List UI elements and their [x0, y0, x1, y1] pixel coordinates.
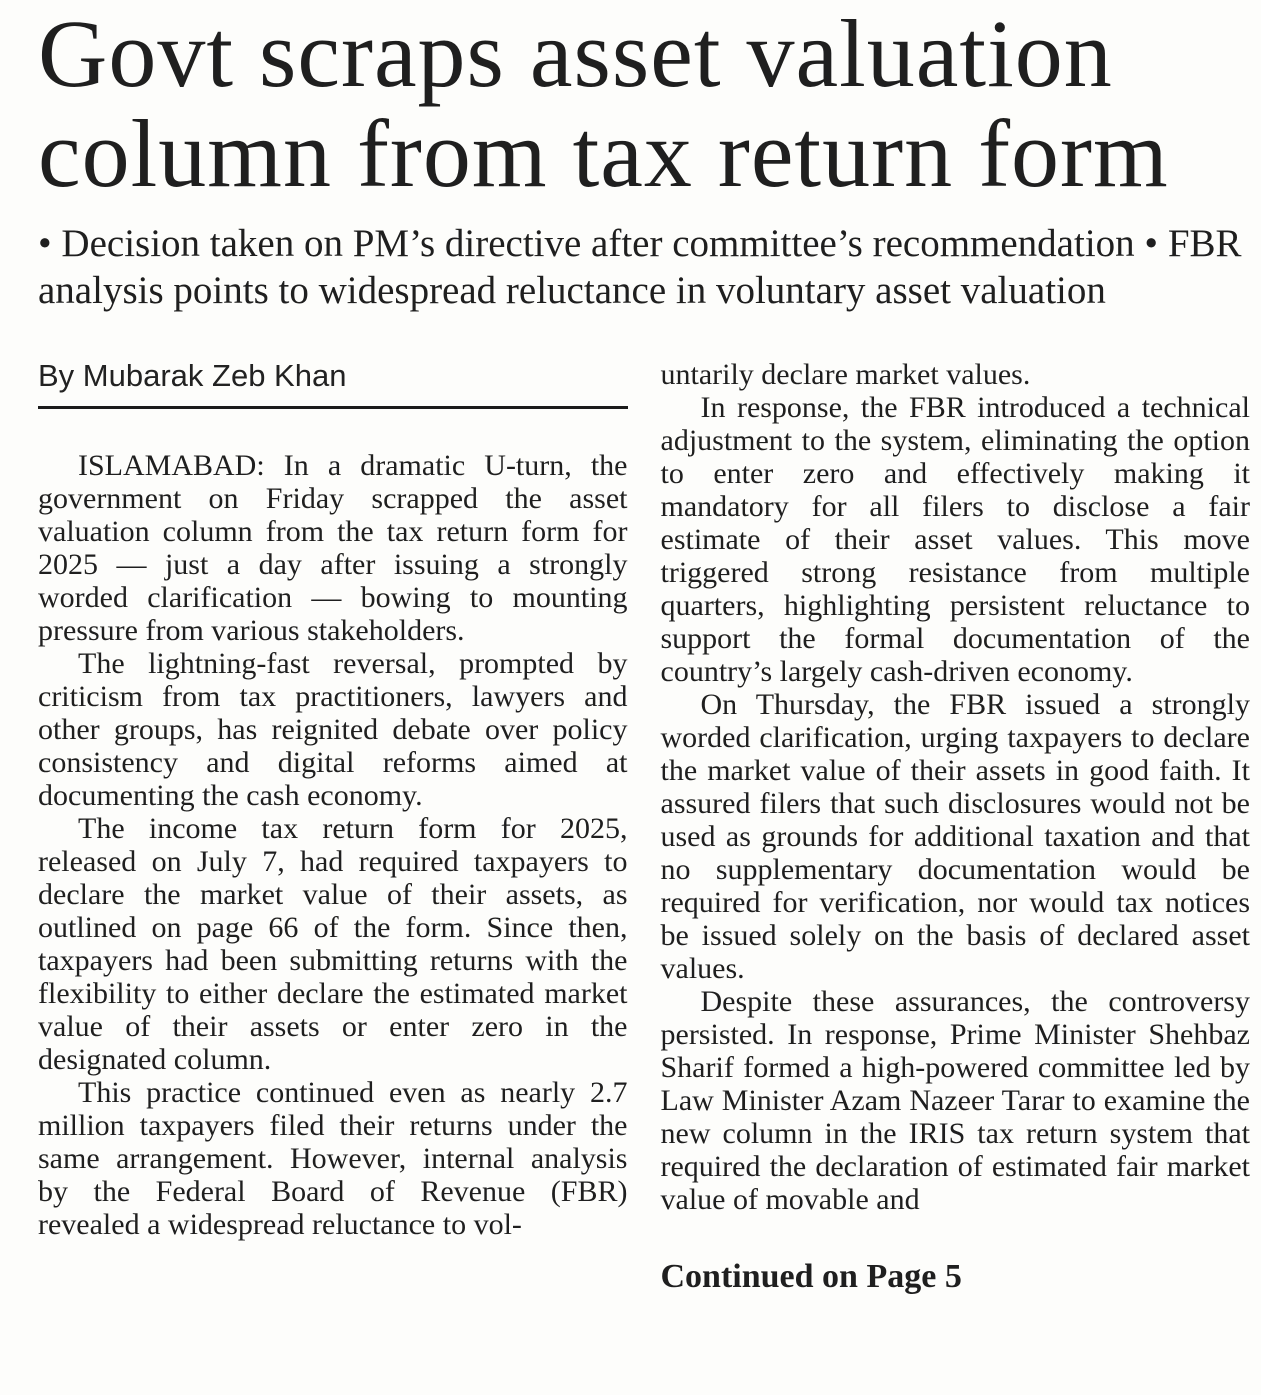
byline-rule	[38, 406, 628, 409]
paragraph-continuation: untarily declare market values.	[660, 358, 1031, 391]
paragraph: In response, the FBR introduced a technical adjustment to the system, eliminating the option to enter zero and effectively making it mandatory for all filers to disclose a fair estimate of their asset values. This move triggered strong resistance from multiple quarters, highlighting persistent reluctance to support the formal documentation of the country’s largely cash-driven economy.	[660, 391, 1250, 688]
paragraph: The income tax return form for 2025, released on July 7, had required taxpayers to declare the market value of their assets, as outlined on page 66 of the form. Since then, taxpayers had been submitting returns with the flexibility to either declare the estimated market value of their assets or enter zero in the designated column.	[38, 812, 628, 1076]
column-right	[661, 358, 1251, 1296]
byline: By Mubarak Zeb Khan	[38, 358, 347, 393]
paragraph-lead: ISLAMABAD: In a dramatic U-turn, the government on Friday scrapped the asset valuation column from the tax return form for 2025 — just a day after issuing a strongly worded clarification — bowing to mounting pressure from various stakeholders.	[38, 449, 628, 647]
paragraph: The lightning-fast reversal, prompted by criticism from tax practitioners, lawyers and other groups, has reignited debate over policy consistency and digital reforms aimed at documenting the cash economy.	[38, 647, 628, 812]
subhead: • Decision taken on PM’s directive after committee’s recommendation • FBR analysis points to widespread reluctance in voluntary asset valuation	[38, 222, 1242, 312]
headline: Govt scraps asset valuation column from tax return form	[38, 0, 1169, 207]
paragraph: On Thursday, the FBR issued a strongly worded clarification, urging taxpayers to declare the market value of their assets in good faith. It assured filers that such disclosures would not be used as grounds for additional taxation and that no supplementary documentation would be required for verification, nor would tax notices be issued solely on the basis of declared asset values.	[660, 688, 1250, 985]
paragraph: This practice continued even as nearly 2.7 million taxpayers filed their returns under the same arrangement. However, internal analysis by the Federal Board of Revenue (FBR) revealed a widespread reluctance to vol-	[38, 1076, 628, 1241]
continued-notice: Continued on Page 5	[660, 1258, 962, 1295]
paragraph: Despite these assurances, the controversy persisted. In response, Prime Minister Shehbaz Sharif formed a high-powered committee led by Law Minister Azam Nazeer Tarar to examine the new column in the IRIS tax return system that required the declaration of estimated fair market value of movable and	[660, 985, 1250, 1216]
article-body	[38, 358, 1250, 1296]
column-left	[38, 358, 628, 1296]
